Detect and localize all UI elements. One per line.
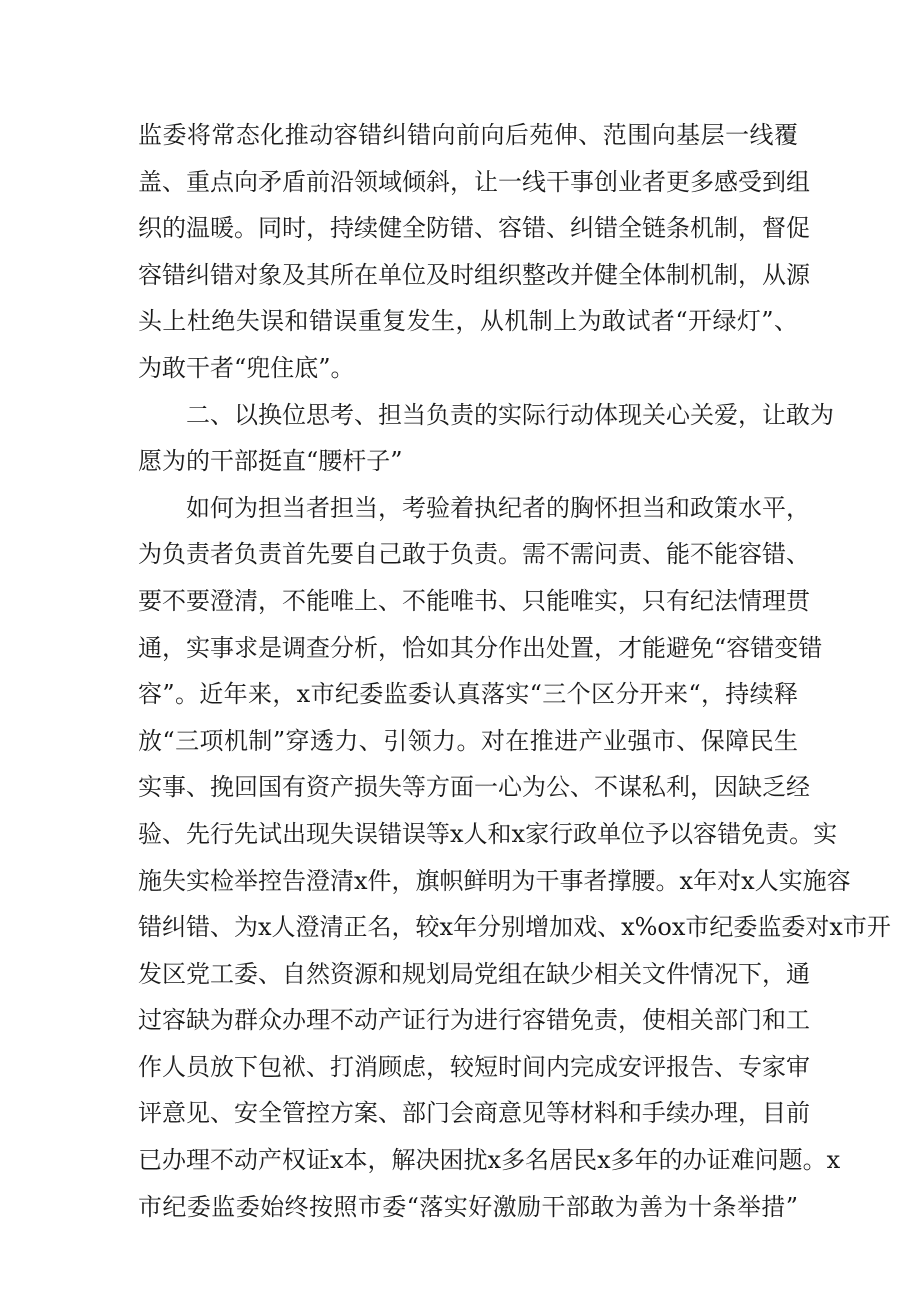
text-line: 验、先行先试出现失误错误等x人和x家行政单位予以容错免责。实: [138, 819, 838, 848]
heading-line: 愿为的干部挺直“腰杆子”: [138, 447, 403, 476]
text-line: 施失实检举控告澄清x件，旗帜鲜明为干事者撑腰。x年对x人实施容: [138, 866, 851, 895]
text-line: 为敢干者“兜住底”。: [138, 353, 355, 382]
text-line: 监委将常态化推动容错纠错向前向后苑伸、范围向基层一线覆: [138, 121, 798, 149]
text-line: 头上杜绝失误和错误重复发生，从机制上为敢试者“开绿灯”、: [138, 307, 798, 336]
text-line: 织的温暖。同时，持续健全防错、容错、纠错全链条机制，督促: [138, 214, 810, 243]
text-line: 为负责者负责首先要自己敢于负责。需不需问责、能不能容错、: [138, 540, 810, 569]
paragraph-body: [138, 485, 891, 1231]
text-line: 要不要澄清，不能唯上、不能唯书、只能唯实，只有纪法情理贯: [138, 586, 810, 615]
text-line: 放“三项机制”穿透力、引领力。对在推进产业强市、保障民生: [138, 726, 798, 755]
heading-line: 二、以换位思考、担当负责的实际行动体现关心关爱，让敢为: [186, 400, 834, 429]
text-line: 容”。近年来，x市纪委监委认真落实“三个区分开来“，持续释: [138, 680, 798, 709]
text-line: 错纠错、为x人澄清正名，较x年分别增加戏、x%ox市纪委监委对x市开: [138, 913, 891, 942]
text-line: 已办理不动产权证x本，解决困扰x多名居民x多年的办证难问题。x: [138, 1146, 841, 1175]
text-line: 容错纠错对象及其所在单位及时组织整改并健全体制机制，从源: [138, 260, 810, 289]
text-line: 作人员放下包袱、打消顾虑，较短时间内完成安评报告、专家审: [138, 1052, 810, 1081]
text-line: 通，实事求是调查分析，恰如其分作出处置，才能避免“容错变错: [138, 633, 823, 662]
text-line: 盖、重点向矛盾前沿领域倾斜，让一线干事创业者更多感受到组: [138, 167, 810, 196]
text-line: 市纪委监委始终按照市委“落实好激励干部敢为善为十条举措”: [138, 1192, 798, 1221]
text-line: 如何为担当者担当，考验着执纪者的胸怀担当和政策水平，: [186, 493, 810, 522]
text-line: 评意见、安全管控方案、部门会商意见等材料和手续办理，目前: [138, 1099, 810, 1128]
document-body: [138, 112, 891, 1230]
paragraph-continuation: [138, 112, 810, 392]
section-heading: [138, 392, 834, 485]
text-line: 实事、挽回国有资产损失等方面一心为公、不谋私利，因缺乏经: [138, 773, 810, 802]
text-line: 过容缺为群众办理不动产证行为进行容错免责，使相关部门和工: [138, 1006, 810, 1035]
text-line: 发区党工委、自然资源和规划局党组在缺少相关文件情况下，通: [138, 959, 810, 988]
